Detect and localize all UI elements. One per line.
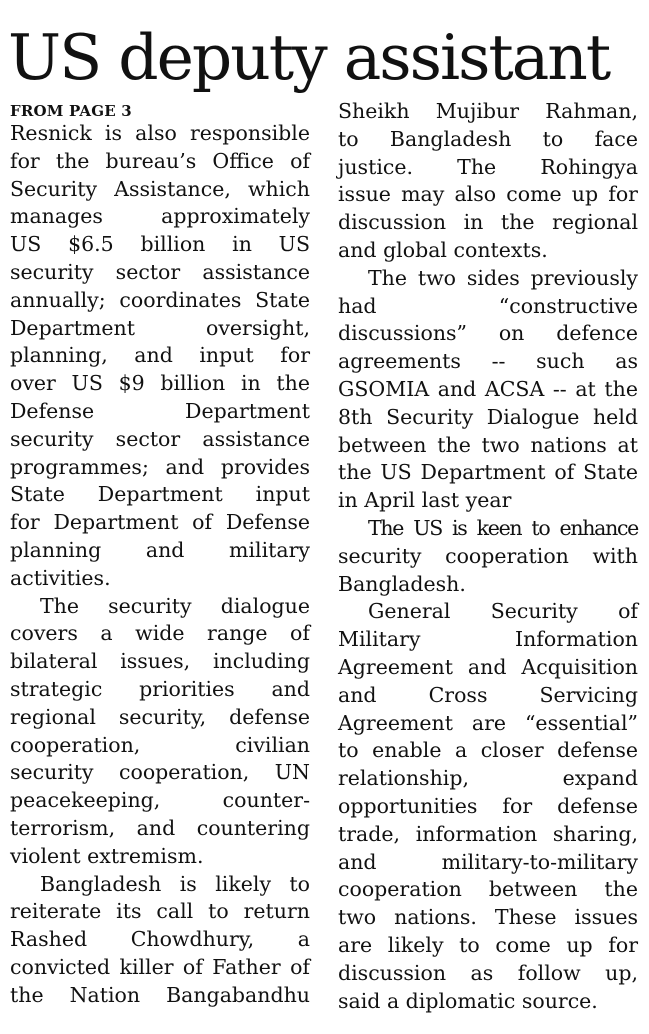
text-line: Bangladesh. (338, 571, 466, 596)
headline: US deputy assistant (8, 21, 610, 94)
text-line: annually; coordinates State (10, 287, 310, 312)
text-line: The US is keen to enhance (368, 515, 638, 540)
text-line: peacekeeping, counter- (10, 788, 310, 813)
text-line: Agreement and Acquisition (338, 654, 638, 679)
text-line: manages approximately (10, 204, 310, 229)
text-line: issue may also come up for (338, 182, 638, 207)
text-line: Bangladesh is likely to (40, 871, 310, 896)
text-line: in April last year (338, 488, 512, 513)
text-line: for Department of Defense (10, 510, 310, 535)
text-line: The two sides previously (368, 265, 638, 290)
text-line: cooperation, civilian (10, 732, 310, 757)
text-line: Sheikh Mujibur Rahman, (338, 99, 638, 123)
text-line: regional security, defense (10, 704, 310, 729)
text-line: Military Information (338, 627, 638, 652)
text-line: and Cross Servicing (338, 682, 638, 707)
text-line: activities. (10, 565, 111, 590)
text-line: reiterate its call to return (10, 899, 310, 924)
text-line: Resnick is also responsible (10, 121, 310, 145)
text-line: The security dialogue (40, 593, 310, 618)
text-line: and global contexts. (338, 237, 548, 262)
text-line: General Security of (368, 599, 638, 624)
text-line: discussions” on defence (338, 321, 638, 346)
text-line: US $6.5 billion in US (10, 232, 310, 257)
text-line: State Department input (10, 482, 310, 507)
text-line: and military-to-military (338, 849, 638, 874)
text-line: Security Assistance, which (10, 176, 310, 201)
text-line: strategic priorities and (10, 676, 310, 701)
text-line: agreements -- such as (338, 349, 638, 374)
text-line: programmes; and provides (10, 454, 310, 479)
text-line: the US Department of State (338, 460, 638, 485)
text-line: two nations. These issues (338, 905, 638, 930)
text-line: relationship, expand (338, 766, 638, 791)
text-line: justice. The Rohingya (338, 154, 638, 179)
text-line: covers a wide range of (10, 621, 310, 646)
text-line: Department oversight, (10, 315, 310, 340)
text-line: to Bangladesh to face (338, 126, 638, 151)
continued-from-kicker: FROM PAGE 3 (10, 102, 132, 120)
right-column-text (338, 98, 638, 1015)
text-line: said a diplomatic source. (338, 988, 598, 1013)
left-column-text (10, 120, 310, 1010)
left-column (10, 98, 310, 1010)
text-line: Defense Department (10, 398, 310, 423)
text-line: between the two nations at (338, 432, 638, 457)
text-line: opportunities for defense (338, 793, 638, 818)
text-line: discussion in the regional (338, 210, 638, 235)
text-line: to enable a closer defense (338, 738, 638, 763)
text-line: planning and military (10, 537, 310, 562)
text-line: bilateral issues, including (10, 649, 310, 674)
text-line: violent extremism. (10, 843, 204, 868)
text-line: planning, and input for (10, 343, 310, 368)
text-line: the Nation Bangabandhu (10, 982, 310, 1007)
text-line: security cooperation with (338, 543, 638, 568)
text-line: security sector assistance (10, 426, 310, 451)
text-line: 8th Security Dialogue held (338, 404, 638, 429)
text-line: over US $9 billion in the (10, 371, 310, 396)
text-line: had “constructive (338, 293, 638, 318)
text-line: discussion as follow up, (338, 960, 638, 985)
text-line: security sector assistance (10, 259, 310, 284)
text-line: are likely to come up for (338, 932, 638, 957)
text-line: convicted killer of Father of (10, 954, 310, 979)
text-line: trade, information sharing, (338, 821, 638, 846)
right-column (338, 98, 638, 1015)
text-line: Rashed Chowdhury, a (10, 927, 310, 952)
text-line: security cooperation, UN (10, 760, 310, 785)
text-line: GSOMIA and ACSA -- at the (338, 376, 638, 401)
text-line: for the bureau’s Office of (10, 148, 310, 173)
text-line: Agreement are “essential” (338, 710, 638, 735)
text-line: terrorism, and countering (10, 815, 310, 840)
text-line: cooperation between the (338, 877, 638, 902)
